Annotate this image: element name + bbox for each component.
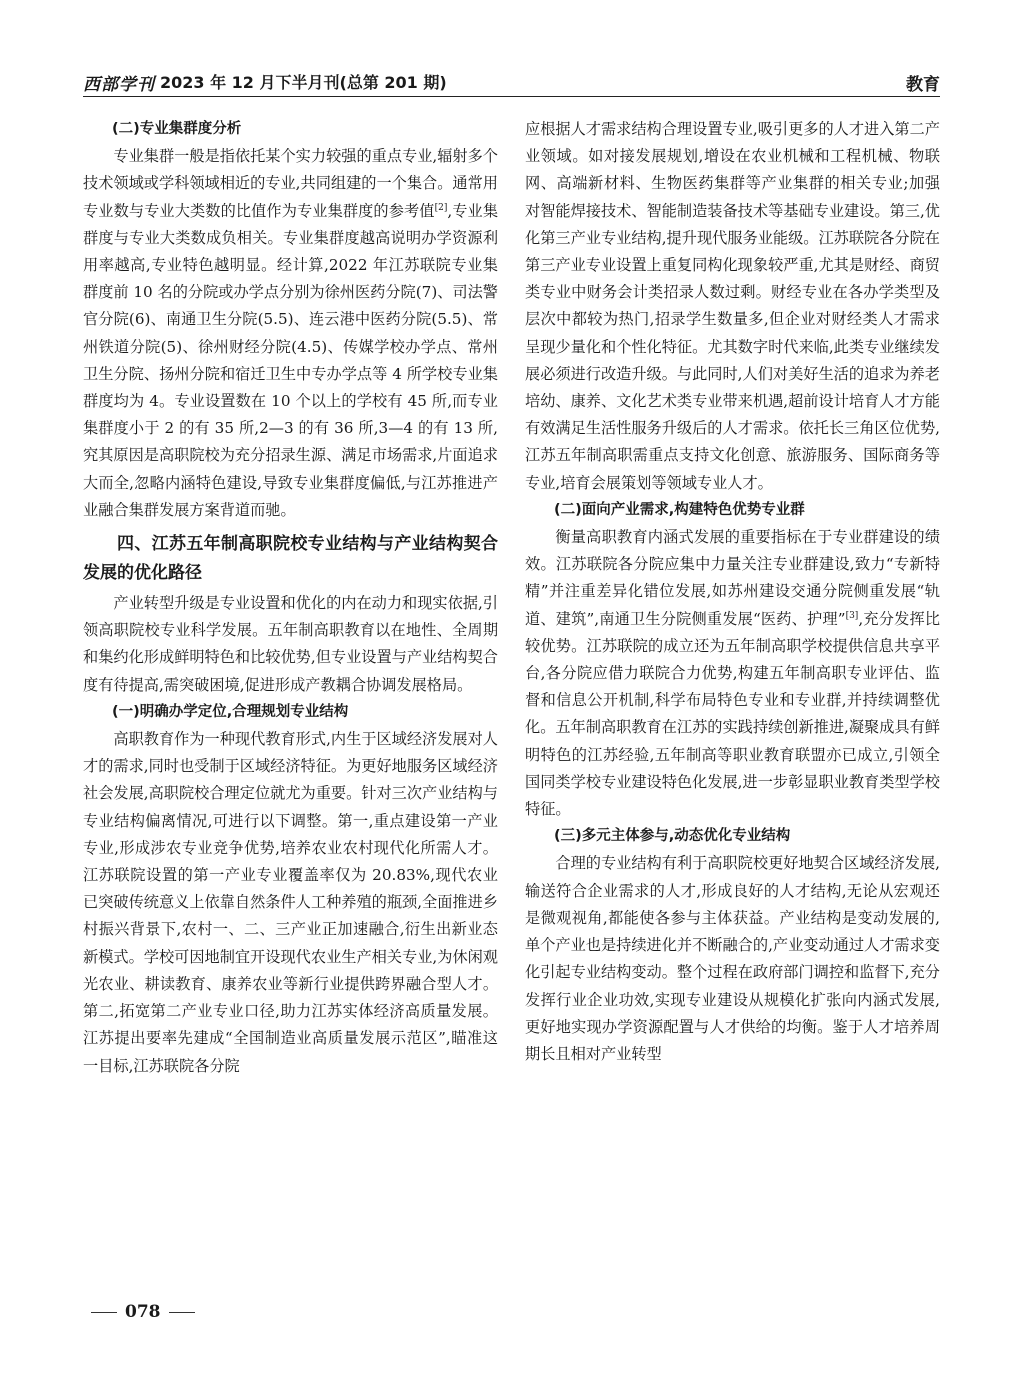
paragraph-text: 专业集群一般是指依托某个实力较强的重点专业,辐射多个技术领域或学科领域相近的专业,共同组建的一个集合。通常用专业数与专业大类数的比值作为专业集群度的参考值 — [83, 147, 498, 220]
paragraph-text: 衡量高职教育内涵式发展的重要指标在于专业群建设的绩效。江苏联院各分院应集中力量关注专业群建设,致力“专新特精”并注重差异化错位发展,如苏州建设交通分院侧重发展“轨道、建筑”,南通卫生分院侧重发展“医药、护理” — [525, 528, 940, 628]
section-subheading — [83, 699, 498, 726]
footer-dash-left — [91, 1312, 117, 1313]
body-paragraph-continued — [525, 116, 940, 497]
body-paragraph — [525, 524, 940, 823]
paragraph-text: (二)专业集群度分析 — [112, 121, 242, 137]
footer-dash-right — [169, 1312, 195, 1313]
journal-logo: 西部学刊 — [83, 75, 155, 95]
paragraph-text: 产业转型升级是专业设置和优化的内在动力和现实依据,引领高职院校专业科学发展。五年制高职教育以在地性、全周期和集约化形成鲜明特色和比较优势,但专业设置与产业结构契合度有待提高,需突破困境,促进形成产教耦合协调发展格局。 — [83, 594, 498, 694]
body-paragraph — [83, 143, 498, 524]
paragraph-text: 四、江苏五年制高职院校专业结构与产业结构契合发展的优化路径 — [83, 534, 498, 584]
body-paragraph — [83, 726, 498, 1080]
body-paragraph — [83, 590, 498, 699]
paragraph-text: 应根据人才需求结构合理设置专业,吸引更多的人才进入第二产业领域。如对接发展规划,增设在农业机械和工程机械、物联网、高端新材料、生物医药集群等产业集群的相关专业;加强对智能焊接技术、智能制造装备技术等基础专业建设。第三,优化第三产业专业结构,提升现代服务业能级。江苏联院各分院在第三产业专业设置上重复同构化现象较严重,尤其是财经、商贸类专业中财务会计类招录人数过剩。财经专业在各办学类型及层次中都较为热门,招录学生数量多,但企业对财经类人才需求呈现少量化和个性化特征。尤其数字时代来临,此类专业继续发展必须进行改造升级。与此同时,人们对美好生活的追求为养老培幼、康养、文化艺术类专业带来机遇,超前设计培育人才方能有效满足生活性服务升级后的人才需求。依托长三角区位优势,江苏五年制高职需重点支持文化创意、旅游服务、国际商务等专业,培育会展策划等领域专业人才。 — [525, 120, 940, 492]
citation-mark: [3] — [845, 610, 859, 621]
section-subheading — [525, 497, 940, 524]
right-column — [525, 116, 940, 1068]
paragraph-text-tail: ,充分发挥比较优势。江苏联院的成立还为五年制高职学校提供信息共享平台,各分院应借力联院合力优势,构建五年制高职专业评估、监督和信息公开机制,科学布局特色专业和专业群,并持续调整优化。五年制高职教育在江苏的实践持续创新推进,凝聚成具有鲜明特色的江苏经验,五年制高等职业教育联盟亦已成立,引领全国同类学校专业建设特色化发展,进一步彰显职业教育类型学校特征。 — [525, 609, 941, 819]
journal-issue: 2023 年 12 月下半月刊(总第 201 期) — [160, 73, 447, 92]
section-heading — [83, 530, 498, 588]
paragraph-text: 合理的专业结构有利于高职院校更好地契合区域经济发展,输送符合企业需求的人才,形成良好的人才结构,无论从宏观还是微观视角,都能使各参与主体获益。产业结构是变动发展的,单个产业也是持续进化并不断融合的,产业变动通过人才需求变化引起专业结构变动。整个过程在政府部门调控和监督下,充分发挥行业企业功效,实现专业建设从规模化扩张向内涵式发展,更好地实现办学资源配置与人才供给的均衡。鉴于人才培养周期长且相对产业转型 — [525, 854, 940, 1063]
citation-mark: [2] — [434, 202, 448, 213]
body-paragraph — [525, 850, 940, 1068]
left-column — [83, 116, 498, 1080]
paragraph-text-tail: ,专业集群度与专业大类数成负相关。专业集群度越高说明办学资源利用率越高,专业特色越明显。经计算,2022 年江苏联院专业集群度前 10 名的分院或办学点分别为徐州医药分院(7)、司法警官分院(6)、南通卫生分院(5.5)、连云港中医药分院(5.5)、常州铁道分院(5)、徐州财经分院(4.5)、传媒学校办学点、常州卫生分院、扬州分院和宿迁卫生中专办学点等 4 所学校专业集群度均为 4。专业设置数在 10 个以上的学校有 45 所,而专业集群度小于 2 的有 35 所,2—3 的有 36 所,3—4 的有 13 所,究其原因是高职院校为充分招录生源、满足市场需求,片面追求大而全,忽略内涵特色建设,导致专业集群度偏低,与江苏推进产业融合集群发展方案背道而驰。 — [83, 201, 499, 519]
paragraph-text: 高职教育作为一种现代教育形式,内生于区域经济发展对人才的需求,同时也受制于区域经济特征。为更好地服务区域经济社会发展,高职院校合理定位就尤为重要。针对三次产业结构与专业结构偏离情况,可进行以下调整。第一,重点建设第一产业专业,形成涉农专业竞争优势,培养农业农村现代化所需人才。江苏联院设置的第一产业专业覆盖率仅为 20.83%,现代农业已突破传统意义上依靠自然条件人工种养殖的瓶颈,全面推进乡村振兴背景下,农村一、二、三产业正加速融合,衍生出新业态新模式。学校可因地制宜开设现代农业生产相关专业,为休闲观光农业、耕读教育、康养农业等新行业提供跨界融合型人才。第二,拓宽第二产业专业口径,助力江苏实体经济高质量发展。江苏提出要率先建成“全国制造业高质量发展示范区”,瞄准这一目标,江苏联院各分院 — [83, 730, 498, 1075]
header-rule — [83, 96, 940, 97]
page-footer — [83, 1302, 203, 1322]
page-number: 078 — [125, 1302, 161, 1322]
paragraph-text: (二)面向产业需求,构建特色优势专业群 — [554, 501, 805, 518]
paragraph-text: (三)多元主体参与,动态优化专业结构 — [554, 828, 791, 845]
page-header — [83, 64, 940, 98]
paragraph-text: (一)明确办学定位,合理规划专业结构 — [112, 703, 349, 720]
section-subheading — [525, 823, 940, 850]
section-subheading — [83, 116, 498, 143]
section-name: 教育 — [906, 75, 940, 95]
